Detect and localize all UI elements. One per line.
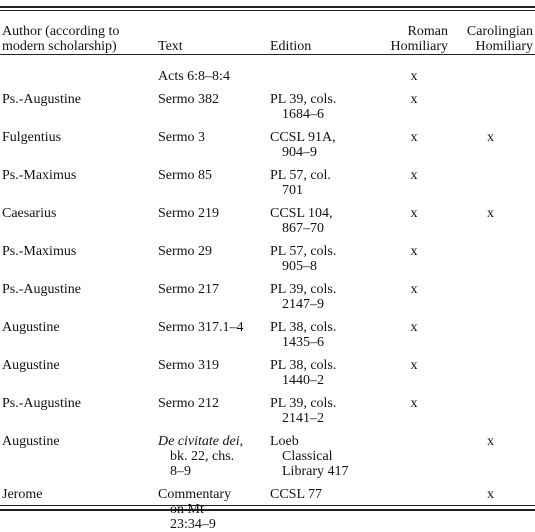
edition-part: 1440–2 [282,373,324,388]
text-part: Commentary [158,487,232,502]
header-carolingian-line: Homiliary [475,39,533,54]
cell-text-line [158,487,270,532]
cell-edition-line [270,358,380,388]
cell-text-line: Sermo 85 [158,168,213,183]
edition-part: CCSL 91A, [270,130,336,145]
table-row [2,350,533,388]
cell-text-line: Acts 6:8–8:4 [158,69,230,84]
cell-text-line: Sermo 29 [158,244,213,259]
text-part: 23:34–9 [170,517,216,532]
cell-edition [270,312,380,350]
cell-edition-line [270,282,380,312]
cell-text [158,312,270,350]
cell-edition [270,160,380,198]
cell-text-line: Sermo 317.1–4 [158,320,244,335]
cell-carolingian-mark: x [487,206,494,221]
edition-part: PL 39, cols. [270,282,337,297]
header-author-line: modern scholarship) [2,39,117,54]
cell-roman-mark [380,426,448,479]
cell-author: Ps.-Maximus [2,244,77,259]
cell-text-line: Sermo 217 [158,282,220,297]
homiliary-table [2,10,533,532]
cell-edition-line [270,92,380,122]
cell-author: Ps.-Maximus [2,168,77,183]
table-row [2,426,533,479]
cell-edition [270,198,380,236]
edition-part: 1684–6 [282,107,324,122]
table-row [2,388,533,426]
header-text: Text [158,39,183,54]
edition-part: PL 57, cols. [270,244,337,259]
cell-text [158,236,270,274]
header-edition: Edition [270,39,312,54]
cell-carolingian-mark: x [487,487,494,502]
edition-part: Classical [282,449,333,464]
table-row [2,479,533,532]
cell-author: Augustine [2,320,60,335]
cell-carolingian-mark [448,274,533,312]
cell-text-line: Sermo 382 [158,92,220,107]
header-row [2,10,533,60]
edition-part: PL 38, cols. [270,358,337,373]
cell-text [158,274,270,312]
cell-roman-mark: x [410,396,418,411]
text-part: bk. 22, chs. [170,449,235,464]
cell-text [158,198,270,236]
edition-part: 1435–6 [282,335,324,350]
header-carolingian-line: Carolingian [466,24,533,39]
cell-text-line: Sermo 219 [158,206,220,221]
cell-text-line [158,434,270,479]
cell-text-line: Sermo 319 [158,358,220,373]
cell-text [158,60,270,84]
cell-author [2,60,158,84]
cell-edition [270,236,380,274]
header-roman-line: Homiliary [390,39,448,54]
cell-carolingian-mark [448,160,533,198]
edition-part: 2141–2 [282,411,324,426]
cell-roman-mark: x [410,168,418,183]
cell-text-line: Sermo 212 [158,396,220,411]
cell-roman-mark [380,479,448,532]
cell-roman-mark: x [410,130,418,145]
cell-edition [270,479,380,532]
edition-part: PL 38, cols. [270,320,337,335]
table-row [2,236,533,274]
cell-edition-line [270,168,380,198]
cell-text-line: Sermo 3 [158,130,206,145]
edition-part: Library 417 [282,464,349,479]
edition-part: PL 57, col. [270,168,331,183]
cell-roman-mark: x [410,244,418,259]
table-row [2,122,533,160]
cell-edition [270,122,380,160]
cell-carolingian-mark [448,350,533,388]
header-roman-homiliary [380,10,448,60]
cell-roman-mark: x [410,282,418,297]
cell-carolingian-mark [448,60,533,84]
header-roman-line: Roman [407,24,448,39]
cell-author: Augustine [2,358,60,373]
edition-part: Loeb [270,434,299,449]
cell-edition [270,274,380,312]
cell-carolingian-mark [448,388,533,426]
header-author-line: Author (according to [2,24,120,39]
cell-author: Ps.-Augustine [2,282,81,297]
cell-author: Jerome [2,487,43,502]
cell-text [158,160,270,198]
cell-edition-line: CCSL 77 [270,487,322,502]
text-part: 8–9 [170,464,191,479]
table-row [2,160,533,198]
cell-edition-line [270,434,380,479]
cell-edition-line [270,320,380,350]
cell-edition [270,388,380,426]
header-carolingian-homiliary [448,10,533,60]
cell-author: Augustine [2,434,60,449]
cell-text [158,388,270,426]
cell-author: Ps.-Augustine [2,396,81,411]
cell-text [158,479,270,532]
cell-text [158,426,270,479]
cell-text [158,350,270,388]
text-part: on Mt [170,502,204,517]
cell-carolingian-mark [448,84,533,122]
cell-edition [270,426,380,479]
cell-edition [270,60,380,84]
cell-edition [270,84,380,122]
cell-author: Caesarius [2,206,57,221]
cell-roman-mark: x [410,320,418,335]
edition-part: CCSL 104, [270,206,333,221]
cell-edition-line [270,396,380,426]
cell-carolingian-mark: x [487,130,494,145]
table-row [2,198,533,236]
table-row [2,84,533,122]
header-author [2,10,158,60]
edition-part: PL 39, cols. [270,92,337,107]
cell-roman-mark: x [410,358,418,373]
cell-roman-mark: x [410,92,418,107]
edition-part: 905–8 [282,259,317,274]
cell-edition-line [270,206,380,236]
cell-carolingian-mark [448,312,533,350]
edition-part: 904–9 [282,145,317,160]
table-row [2,312,533,350]
cell-carolingian-mark: x [487,434,494,449]
table-row [2,274,533,312]
edition-part: 2147–9 [282,297,324,312]
top-rule-thick [0,6,535,8]
cell-text [158,122,270,160]
edition-part: 701 [282,183,303,198]
cell-author: Fulgentius [2,130,62,145]
cell-edition-line [270,130,380,160]
text-part: , [239,434,244,449]
cell-edition-line [270,244,380,274]
text-title-italic: De civitate dei [158,434,240,449]
cell-text [158,84,270,122]
cell-roman-mark: x [410,69,418,84]
cell-carolingian-mark [448,236,533,274]
edition-part: PL 39, cols. [270,396,337,411]
cell-author: Ps.-Augustine [2,92,81,107]
cell-edition [270,350,380,388]
edition-part: 867–70 [282,221,324,236]
cell-roman-mark: x [410,206,418,221]
table-row [2,60,533,84]
